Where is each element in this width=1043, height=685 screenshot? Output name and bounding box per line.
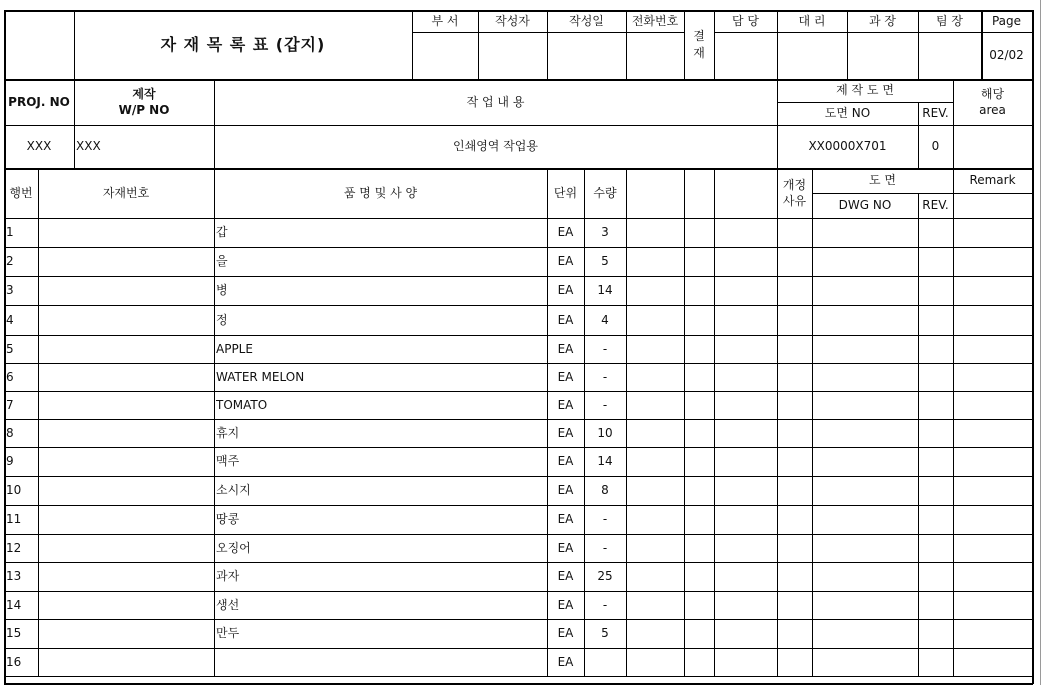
- grid-line-vertical: [214, 79, 215, 168]
- dept-label: 부 서: [431, 13, 459, 28]
- item-name-cell[interactable]: [214, 648, 547, 676]
- table-row-line: [4, 335, 1033, 336]
- row-number: 9: [6, 454, 14, 469]
- grid-line-vertical: [547, 10, 548, 79]
- table-row-line: [4, 363, 1033, 364]
- assistant-label: 대 리: [798, 13, 826, 28]
- unit-cell[interactable]: EA: [557, 283, 574, 298]
- grid-line-vertical: [918, 193, 919, 676]
- table-row-line: [4, 476, 1033, 477]
- row-number: 6: [6, 369, 14, 384]
- material-no-cell[interactable]: [38, 619, 214, 648]
- phone-input[interactable]: [626, 32, 684, 79]
- material-no-cell[interactable]: [38, 391, 214, 419]
- production-drawing-label: 제 작 도 면: [836, 83, 894, 98]
- unit-cell[interactable]: EA: [557, 312, 574, 327]
- grid-line-vertical: [847, 10, 848, 79]
- grid-line-vertical: [38, 168, 39, 676]
- qty-cell[interactable]: -: [602, 397, 608, 412]
- qty-cell[interactable]: -: [602, 540, 608, 555]
- item-name-cell[interactable]: 오징어: [216, 540, 251, 555]
- area-value[interactable]: [953, 125, 1032, 168]
- material-no-cell[interactable]: [38, 335, 214, 363]
- qty-cell[interactable]: -: [602, 341, 608, 356]
- sheet-title: 자 재 목 록 표 (갑지): [160, 34, 326, 54]
- item-name-cell[interactable]: 땅콩: [216, 512, 240, 527]
- qty-cell[interactable]: 8: [601, 483, 609, 498]
- grid-line-vertical: [584, 168, 585, 676]
- assistant-input[interactable]: [777, 32, 847, 79]
- author-input[interactable]: [478, 32, 547, 79]
- grid-line-vertical: [777, 79, 778, 168]
- work-content-value[interactable]: 인쇄영역 작업용: [453, 139, 538, 154]
- header-divider: [4, 79, 1033, 81]
- col-drawing: 도 면: [869, 173, 896, 188]
- row-number: 15: [6, 626, 22, 641]
- table-row-line: [4, 534, 1033, 535]
- grid-line-vertical: [812, 168, 813, 676]
- row-number: 14: [6, 597, 22, 612]
- item-name-cell[interactable]: 을: [216, 254, 228, 269]
- drawing-rev-value[interactable]: 0: [931, 139, 940, 154]
- proj-no-label: PROJ. NO: [8, 94, 70, 109]
- material-no-cell[interactable]: [38, 562, 214, 591]
- unit-cell[interactable]: EA: [557, 225, 574, 240]
- unit-cell[interactable]: EA: [557, 397, 574, 412]
- row-number: 7: [6, 397, 14, 412]
- grid-line-vertical: [478, 10, 479, 79]
- grid-line-vertical: [777, 168, 778, 676]
- row-number: 4: [6, 312, 14, 327]
- qty-cell[interactable]: 14: [597, 454, 613, 469]
- sheet-border-right: [1032, 10, 1034, 684]
- grid-line-horizontal: [777, 102, 953, 103]
- grid-line-vertical: [918, 10, 919, 79]
- qty-cell[interactable]: 10: [597, 425, 613, 440]
- row-number: 13: [6, 569, 22, 584]
- item-name-cell[interactable]: 정: [216, 312, 228, 327]
- row-number: 1: [6, 225, 14, 240]
- table-row-line: [4, 419, 1033, 420]
- area-label: 해당 area: [979, 86, 1006, 117]
- item-name-cell[interactable]: APPLE: [216, 341, 253, 356]
- team-lead-label: 팀 장: [936, 13, 963, 28]
- grid-line-vertical: [412, 10, 413, 79]
- item-name-cell[interactable]: 휴지: [216, 425, 240, 440]
- material-no-cell[interactable]: [38, 247, 214, 276]
- grid-line-vertical: [953, 168, 954, 676]
- col-remark: Remark: [969, 173, 1016, 188]
- proj-no-value[interactable]: XXX: [26, 139, 52, 154]
- row-number: 11: [6, 512, 22, 527]
- grid-line-horizontal: [4, 218, 1033, 219]
- manager-input[interactable]: [847, 32, 918, 79]
- wp-no-label: 제작 W/P NO: [118, 86, 170, 117]
- dept-input[interactable]: [412, 32, 478, 79]
- material-no-cell[interactable]: [38, 419, 214, 447]
- page-value: 02/02: [989, 48, 1024, 63]
- table-row-line: [4, 676, 1033, 677]
- item-name-cell[interactable]: 맥주: [216, 454, 240, 469]
- grid-line-vertical: [684, 168, 685, 676]
- material-no-cell[interactable]: [38, 476, 214, 505]
- col-qty: 수량: [593, 185, 617, 200]
- item-name-cell[interactable]: 만두: [216, 626, 240, 641]
- qty-cell[interactable]: 3: [601, 225, 609, 240]
- col-rev: REV.: [922, 198, 949, 213]
- qty-cell[interactable]: 4: [601, 312, 609, 327]
- unit-cell[interactable]: EA: [557, 654, 574, 669]
- col-revision-reason: 개정 사유: [782, 177, 807, 208]
- grid-line-vertical: [714, 10, 715, 79]
- item-name-cell[interactable]: 생선: [216, 597, 240, 612]
- team-lead-input[interactable]: [918, 32, 981, 79]
- item-name-cell[interactable]: 과자: [216, 569, 240, 584]
- row-number: 2: [6, 254, 14, 269]
- unit-cell[interactable]: EA: [557, 369, 574, 384]
- row-number: 3: [6, 283, 14, 298]
- phone-label: 전화번호: [631, 13, 679, 28]
- qty-cell[interactable]: -: [602, 369, 608, 384]
- grid-line-vertical: [684, 10, 685, 79]
- in-charge-input[interactable]: [714, 32, 777, 79]
- manager-label: 과 장: [869, 13, 896, 28]
- qty-cell[interactable]: 5: [601, 254, 609, 269]
- unit-cell[interactable]: EA: [557, 254, 574, 269]
- wp-no-value[interactable]: XXX: [76, 139, 101, 154]
- col-unit: 단위: [553, 185, 578, 200]
- table-row-line: [4, 505, 1033, 506]
- unit-cell[interactable]: EA: [557, 540, 574, 555]
- approval-sign-label: 결 재: [693, 29, 705, 60]
- project-divider: [4, 168, 1033, 170]
- table-row-line: [4, 305, 1033, 306]
- col-material-no: 자재번호: [102, 185, 150, 200]
- drawing-rev-label: REV.: [922, 106, 949, 121]
- material-no-cell[interactable]: [38, 505, 214, 534]
- table-row-line: [4, 447, 1033, 448]
- table-row-line: [4, 648, 1033, 649]
- qty-cell[interactable]: -: [602, 597, 608, 612]
- material-no-cell[interactable]: [38, 648, 214, 676]
- material-no-cell[interactable]: [38, 218, 214, 247]
- grid-line-horizontal: [714, 32, 1033, 33]
- drawing-no-label: 도면 NO: [824, 106, 871, 121]
- sheet-border-left: [4, 10, 6, 684]
- grid-line-vertical: [714, 168, 715, 676]
- grid-line-vertical: [953, 79, 954, 168]
- qty-cell[interactable]: [584, 648, 626, 676]
- grid-line-horizontal: [412, 32, 684, 33]
- grid-line-horizontal: [812, 193, 1033, 194]
- in-charge-label: 담 당: [732, 13, 759, 28]
- sheet-gridline: [1040, 0, 1041, 685]
- table-row-line: [4, 276, 1033, 277]
- material-no-cell[interactable]: [38, 447, 214, 476]
- grid-line-vertical: [981, 10, 983, 79]
- table-row-line: [4, 247, 1033, 248]
- grid-line-vertical: [626, 168, 627, 676]
- col-item-spec: 품 명 및 사 양: [343, 185, 418, 200]
- col-dwg-no: DWG NO: [838, 198, 892, 213]
- col-row-no: 행번: [9, 185, 33, 200]
- qty-cell[interactable]: -: [602, 512, 608, 527]
- row-number: 10: [6, 483, 22, 498]
- row-number: 8: [6, 425, 14, 440]
- material-no-cell[interactable]: [38, 534, 214, 562]
- sheet-border-top: [4, 10, 1033, 12]
- row-number: 12: [6, 540, 22, 555]
- date-label: 작성일: [569, 13, 604, 28]
- table-row-line: [4, 591, 1033, 592]
- row-number: 5: [6, 341, 14, 356]
- table-row-line: [4, 391, 1033, 392]
- grid-line-vertical: [626, 10, 627, 79]
- material-no-cell[interactable]: [38, 363, 214, 391]
- unit-cell[interactable]: EA: [557, 597, 574, 612]
- unit-cell[interactable]: EA: [557, 341, 574, 356]
- page-label: Page: [991, 13, 1022, 28]
- row-number: 16: [6, 654, 22, 669]
- grid-line-vertical: [777, 10, 778, 79]
- grid-line-vertical: [214, 168, 215, 676]
- qty-cell[interactable]: 5: [601, 626, 609, 641]
- grid-line-vertical: [547, 168, 548, 676]
- unit-cell[interactable]: EA: [557, 483, 574, 498]
- item-name-cell[interactable]: 소시지: [216, 483, 251, 498]
- qty-cell[interactable]: 25: [597, 569, 613, 584]
- item-name-cell[interactable]: WATER MELON: [216, 369, 305, 384]
- unit-cell[interactable]: EA: [557, 454, 574, 469]
- item-name-cell[interactable]: TOMATO: [216, 397, 268, 412]
- qty-cell[interactable]: 14: [597, 283, 613, 298]
- grid-line-vertical: [918, 102, 919, 168]
- table-row-line: [4, 619, 1033, 620]
- author-label: 작성자: [495, 13, 530, 28]
- table-row-line: [4, 562, 1033, 563]
- work-content-label: 작 업 내 용: [466, 94, 525, 109]
- material-no-cell[interactable]: [38, 276, 214, 305]
- drawing-no-value[interactable]: XX0000X701: [808, 139, 887, 154]
- unit-cell[interactable]: EA: [557, 425, 574, 440]
- date-input[interactable]: [547, 32, 626, 79]
- material-no-cell[interactable]: [38, 591, 214, 619]
- unit-cell[interactable]: EA: [557, 512, 574, 527]
- item-name-cell[interactable]: 병: [216, 283, 228, 298]
- grid-line-horizontal: [4, 125, 1033, 126]
- unit-cell[interactable]: EA: [557, 569, 574, 584]
- item-name-cell[interactable]: 갑: [216, 225, 228, 240]
- material-no-cell[interactable]: [38, 305, 214, 335]
- grid-line-vertical: [74, 10, 75, 168]
- unit-cell[interactable]: EA: [557, 626, 574, 641]
